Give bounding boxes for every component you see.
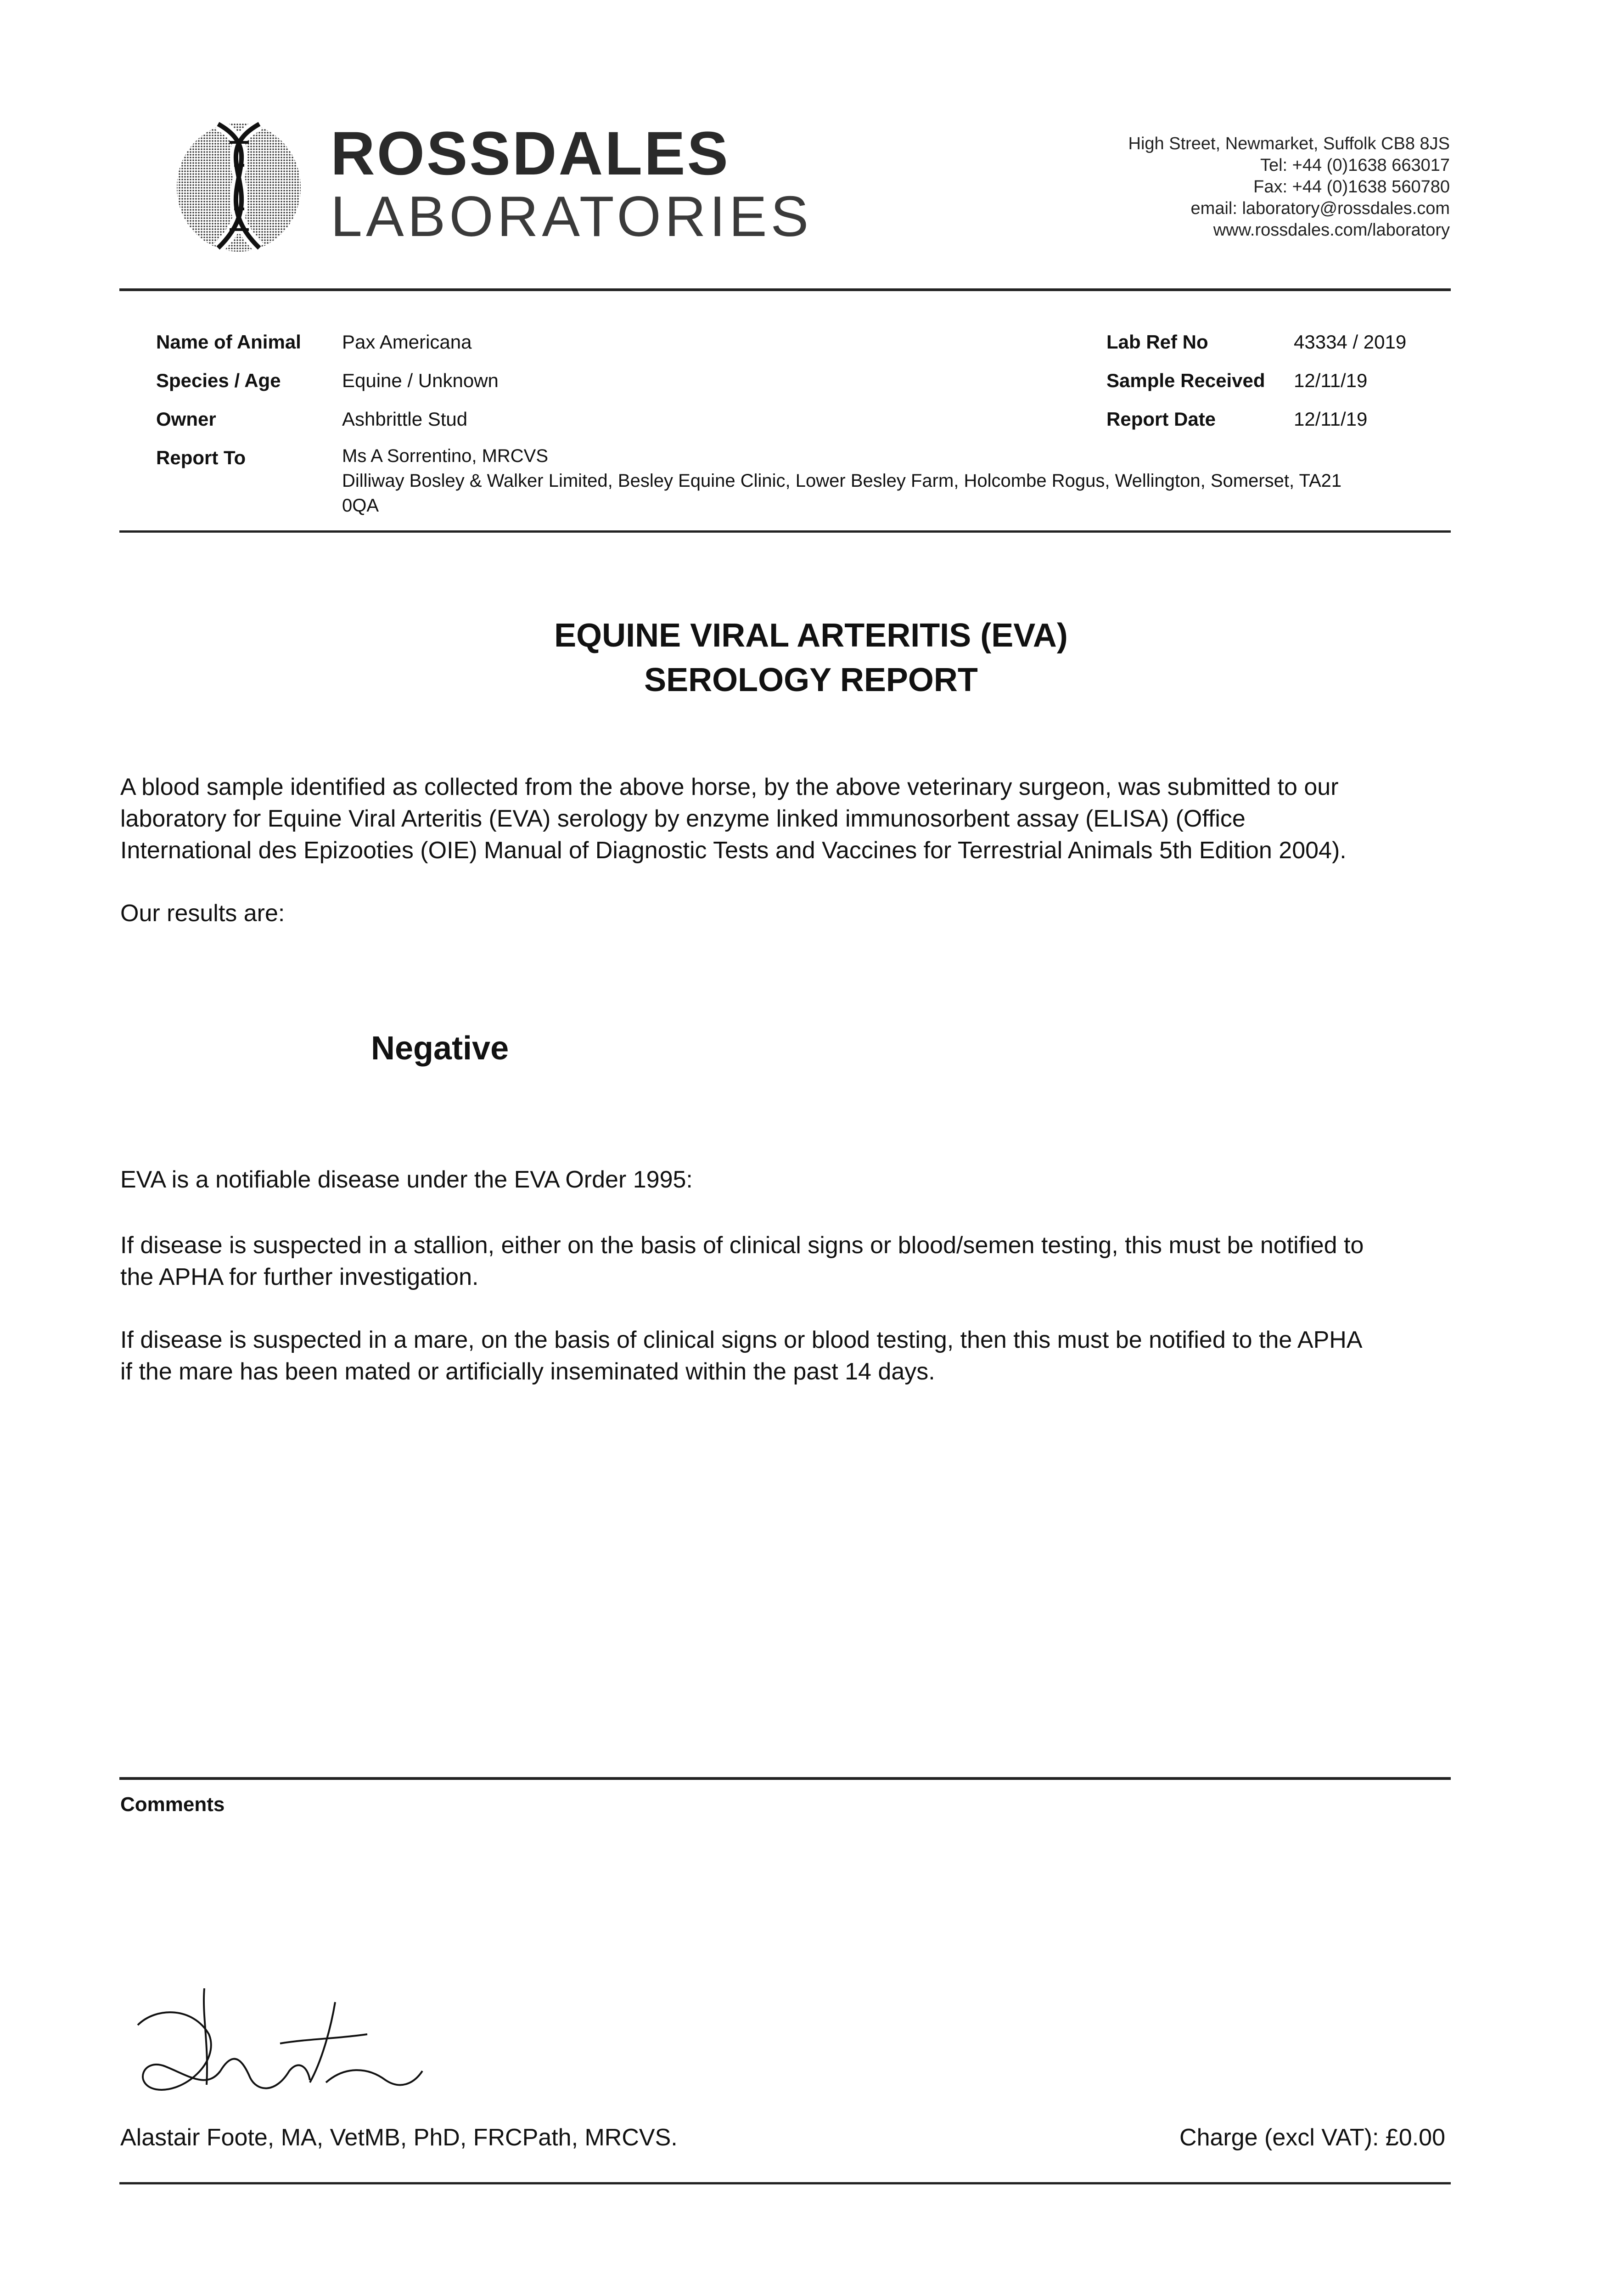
notifiable-statement: EVA is a notifiable disease under the EVA Order 1995: <box>120 1166 693 1193</box>
name-of-animal-value: Pax Americana <box>342 331 472 353</box>
owner-label: Owner <box>156 408 216 430</box>
address-email: email: laboratory@rossdales.com <box>1190 199 1450 218</box>
brand-name-line1: ROSSDALES <box>331 119 730 188</box>
test-result: Negative <box>371 1030 509 1067</box>
brand-name-line2: LABORATORIES <box>331 185 813 248</box>
address-website: www.rossdales.com/laboratory <box>1213 220 1450 240</box>
report-to-label: Report To <box>156 447 246 468</box>
report-to-value <box>342 444 1462 518</box>
intro-line: International des Epizooties (OIE) Manual of Diagnostic Tests and Vaccines for Terrestrial Animals 5th Edition 2004). <box>120 837 1347 864</box>
sample-received-label: Sample Received <box>1106 370 1265 391</box>
address-fax: Fax: +44 (0)1638 560780 <box>1253 177 1450 197</box>
header-divider <box>119 288 1451 291</box>
details-divider <box>119 530 1451 533</box>
report-to-recipient: Ms A Sorrentino, MRCVS <box>342 446 549 466</box>
handwritten-signature <box>129 1975 473 2112</box>
report-date-value: 12/11/19 <box>1294 408 1368 430</box>
lab-ref-value: 43334 / 2019 <box>1294 331 1407 353</box>
dna-helix-logo-icon <box>170 115 308 257</box>
sample-received-value: 12/11/19 <box>1294 370 1368 391</box>
address-tel: Tel: +44 (0)1638 663017 <box>1260 156 1450 175</box>
stallion-paragraph <box>120 1230 1461 1293</box>
comments-divider <box>119 1777 1451 1780</box>
report-date-label: Report Date <box>1106 408 1216 430</box>
footer-divider <box>119 2182 1451 2184</box>
lab-address <box>1128 133 1450 241</box>
mare-paragraph <box>120 1324 1461 1388</box>
intro-line: A blood sample identified as collected from the above horse, by the above veterinary surgeon, was submitted to our <box>120 774 1339 800</box>
species-age-value: Equine / Unknown <box>342 370 499 391</box>
species-age-label: Species / Age <box>156 370 281 391</box>
mare-line: If disease is suspected in a mare, on the basis of clinical signs or blood testing, then this must be notified to the APHA <box>120 1327 1363 1353</box>
report-to-postcode: 0QA <box>342 495 379 516</box>
stallion-line: the APHA for further investigation. <box>120 1264 479 1290</box>
report-title-line1: EQUINE VIRAL ARTERITIS (EVA) <box>554 617 1068 654</box>
address-street: High Street, Newmarket, Suffolk CB8 8JS <box>1128 134 1450 153</box>
report-title-line2: SEROLOGY REPORT <box>644 662 978 698</box>
intro-paragraph <box>120 771 1461 867</box>
intro-line: laboratory for Equine Viral Arteritis (EVA) serology by enzyme linked immunosorbent assay (ELISA) (Office <box>120 805 1246 832</box>
owner-value: Ashbrittle Stud <box>342 408 468 430</box>
charge-amount: Charge (excl VAT): £0.00 <box>1179 2124 1445 2151</box>
lab-ref-label: Lab Ref No <box>1106 331 1208 353</box>
mare-line: if the mare has been mated or artificially inseminated within the past 14 days. <box>120 1358 935 1385</box>
results-intro: Our results are: <box>120 900 285 927</box>
name-of-animal-label: Name of Animal <box>156 331 301 353</box>
signer-name: Alastair Foote, MA, VetMB, PhD, FRCPath, MRCVS. <box>120 2124 678 2151</box>
stallion-line: If disease is suspected in a stallion, either on the basis of clinical signs or blood/semen testing, this must be notified to <box>120 1232 1364 1259</box>
report-to-address: Dilliway Bosley & Walker Limited, Besley Equine Clinic, Lower Besley Farm, Holcombe Rogus, Wellington, Somerset, TA21 <box>342 471 1342 491</box>
comments-label: Comments <box>120 1793 225 1816</box>
